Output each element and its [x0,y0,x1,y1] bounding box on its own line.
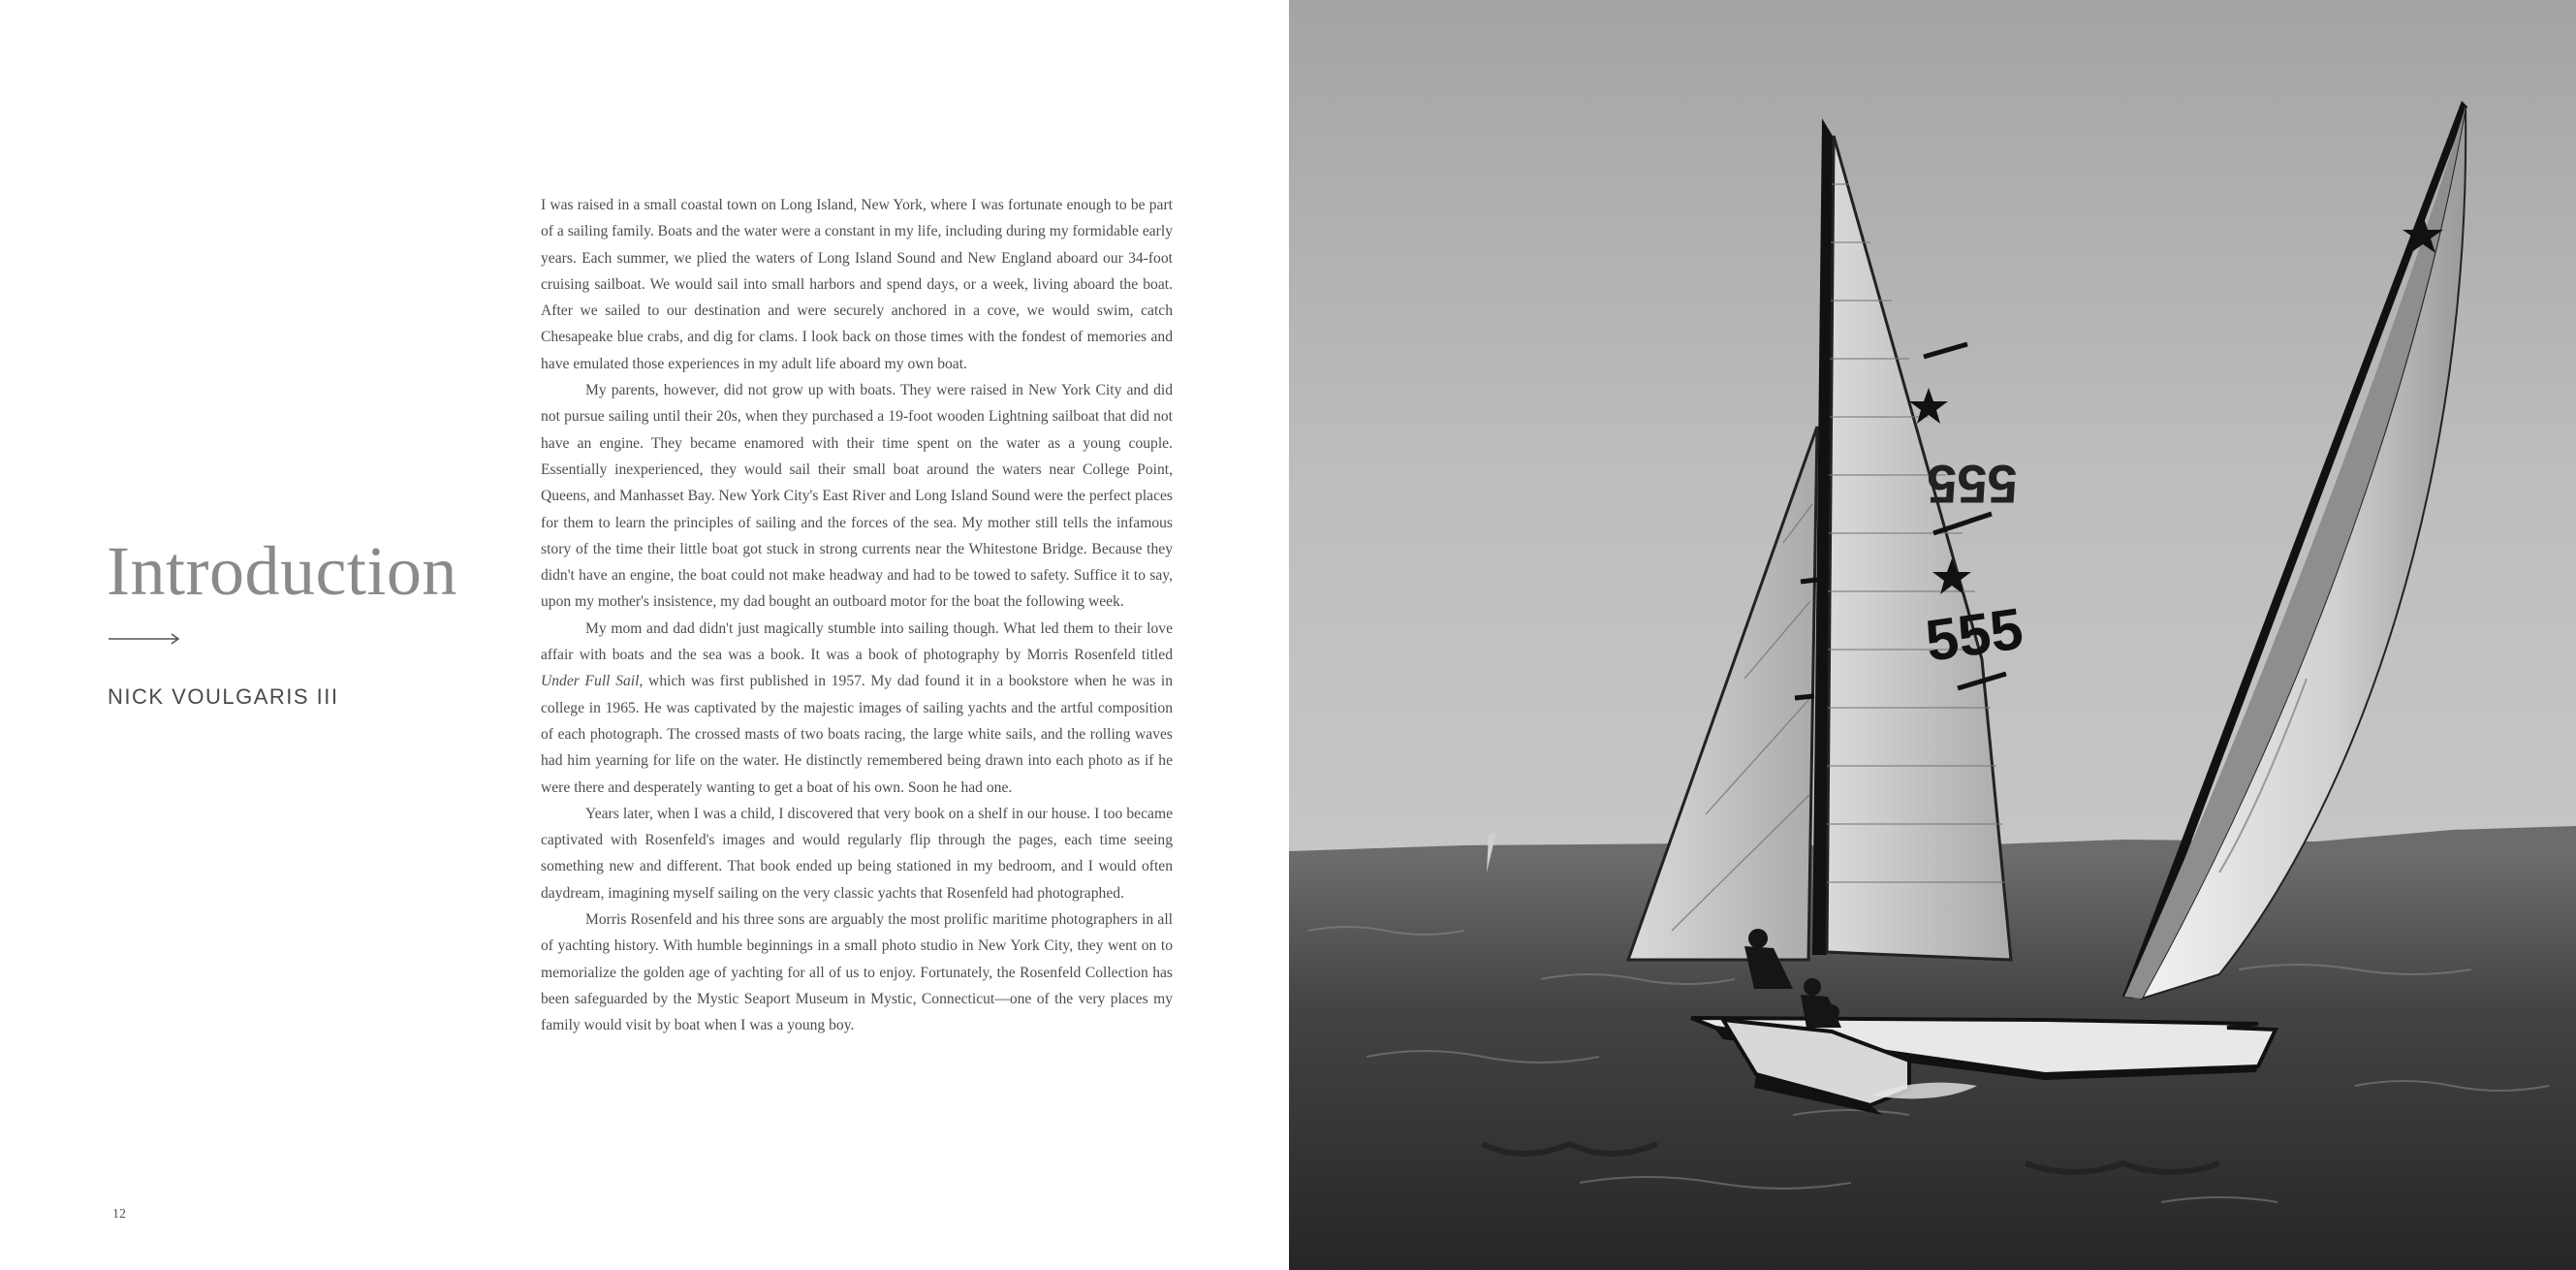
book-title-italic: Under Full Sail [541,673,640,690]
paragraph-1: I was raised in a small coastal town on Long Island, New York, where I was fortunate enough to be part of a sailing family. Boats and the water were a constant in my life, including during my formidable early years. Each summer, we plied the waters of Long Island Sound and New England aboard our 34-foot cruising sailboat. We would sail into small harbors and spend days, or a week, living aboard the boat. After we sailed to our destination and were securely anchored in a cove, we would swim, catch Chesapeake blue crabs, and dig for clams. I look back on those times with the fondest of memories and have emulated those experiences in my adult life aboard my own boat. [541,197,1174,372]
paragraph-3 [541,616,1173,801]
paragraph-5: Morris Rosenfeld and his three sons are arguably the most prolific maritime photographers in all of yachting history. With humble beginnings in a small photo studio in New York City, they went on to memorialize the golden age of yachting for all of us to enjoy. Fortunately, the Rosenfeld Collection has been safeguarded by the Mystic Seaport Museum in Mystic, Connecticut—one of the very places my family would visit by boat when I was a young boy. [541,911,1173,1034]
author-name: NICK VOULGARIS III [108,684,339,709]
paragraph-3-start: My mom and dad didn't just magically stumble into sailing though. What led them to their love affair with boats and the sea was a book. It was a book of photography by Morris Rosenfeld titled [541,619,1173,664]
paragraph-3-end: , which was first published in 1957. My dad found it in a bookstore when he was in college in 1965. He was captivated by the majestic images of sailing yachts and the artful composition of each photograph. The crossed masts of two boats racing, the large white sails, and the rolling waves had him yearning for life on the water. He distinctly remembered being drawn into each photo as if he were there and desperately wanting to get a boat of his own. Soon he had one. [541,673,1173,796]
sail-number: 555 [1921,595,2027,674]
arrow-right-icon [108,632,183,646]
chapter-title: Introduction [107,532,457,610]
sail-number-mirrored: 555 [1927,454,2018,515]
article-body [541,192,1173,1039]
paragraph-4: Years later, when I was a child, I discovered that very book on a shelf in our house. I too became captivated with Rosenfeld's images and would regularly flip through the pages, each time seeing something new and different. That book ended up being stationed in my bedroom, and I would often daydream, imagining myself sailing on the very classic yachts that Rosenfeld had photographed. [541,805,1173,902]
sailboat-photo [1289,0,2576,1270]
page-number: 12 [112,1207,126,1222]
paragraph-2: My parents, however, did not grow up with boats. They were raised in New York City and did not pursue sailing until their 20s, when they purchased a 19-foot wooden Lightning sailboat that did not have an engine. They became enamored with their time spent on the water as a young couple. Essentially inexperienced, they would sail their small boat around the waters near College Point, Queens, and Manhasset Bay. New York City's East River and Long Island Sound were the perfect places for them to learn the principles of sailing and the forces of the sea. My mother still tells the infamous story of the time their little boat got stuck in strong currents near the Whitestone Bridge. Because they didn't have an engine, the boat could not make headway and had to be towed to safety. Suffice it to say, upon my mother's insistence, my dad bought an outboard motor for the boat the following week. [541,382,1173,611]
right-page-photo [1289,0,2576,1270]
